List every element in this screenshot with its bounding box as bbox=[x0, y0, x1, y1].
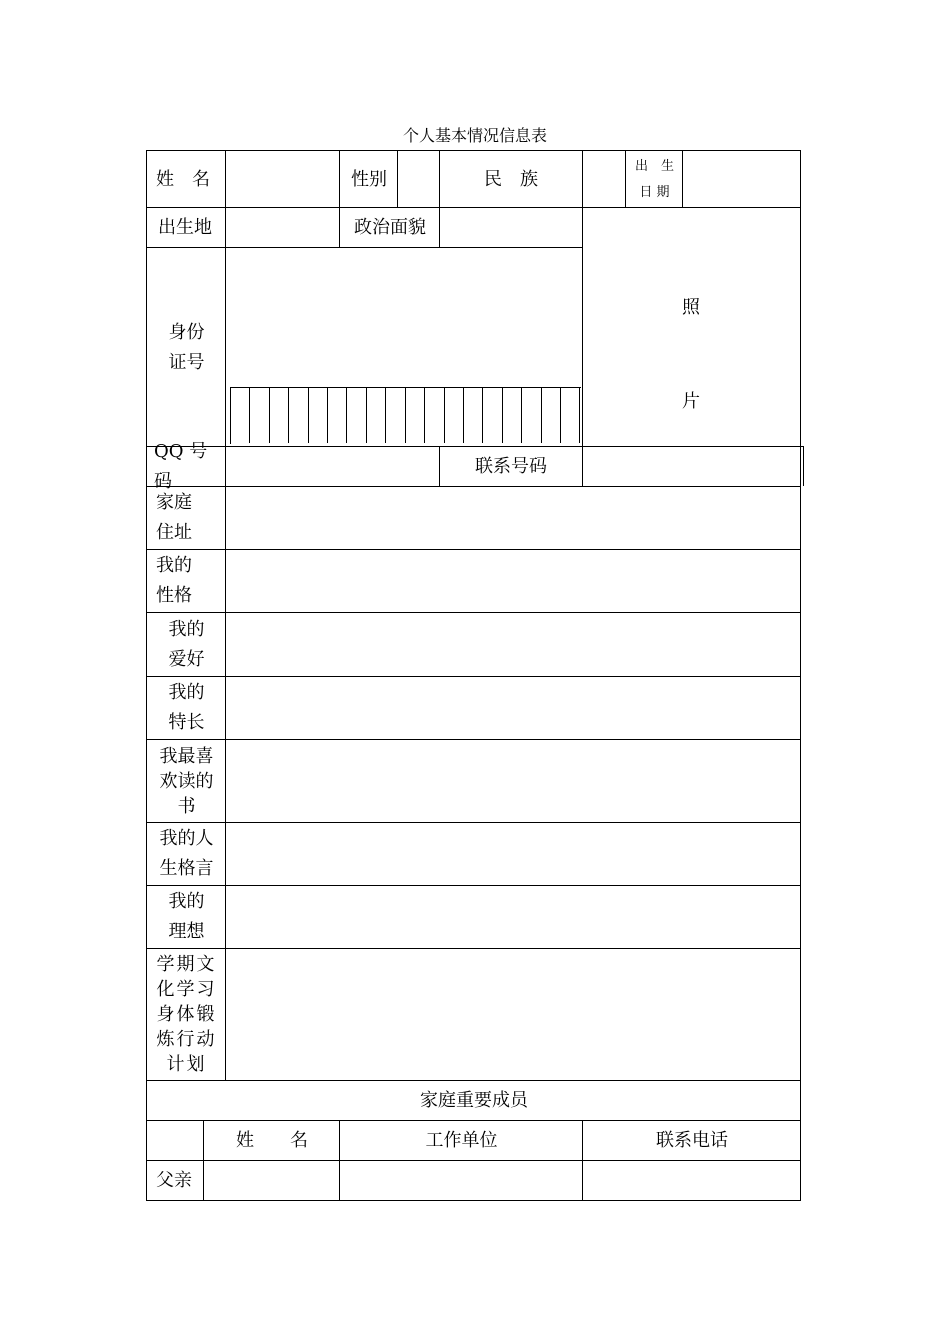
photo-area[interactable] bbox=[584, 209, 800, 446]
id-digit-box[interactable] bbox=[445, 388, 464, 443]
photo-label-char1: 照 bbox=[682, 297, 700, 318]
family-phone-header: 联系电话 bbox=[656, 1129, 728, 1151]
contact-number-field[interactable] bbox=[584, 448, 800, 486]
id-digit-box[interactable] bbox=[483, 388, 502, 443]
life-motto-label: 我的人 生格言 bbox=[159, 828, 214, 879]
id-digit-box[interactable] bbox=[270, 388, 289, 443]
political-status-label: 政治面貌 bbox=[354, 217, 426, 238]
hobbies-label: 我的 爱好 bbox=[168, 618, 205, 670]
id-digit-box[interactable] bbox=[561, 388, 580, 443]
personality-label: 我的 性格 bbox=[156, 555, 192, 606]
birth-date-field[interactable] bbox=[684, 152, 800, 207]
id-digit-grid[interactable] bbox=[230, 387, 581, 444]
id-digit-box[interactable] bbox=[328, 388, 347, 443]
id-digit-box[interactable] bbox=[250, 388, 269, 443]
id-digit-box[interactable] bbox=[406, 388, 425, 443]
birthplace-label: 出生地 bbox=[158, 217, 212, 238]
political-status-field[interactable] bbox=[441, 209, 581, 247]
id-digit-box[interactable] bbox=[464, 388, 483, 443]
personality-field[interactable] bbox=[227, 550, 800, 612]
father-name-field[interactable] bbox=[205, 1161, 339, 1200]
specialty-field[interactable] bbox=[227, 677, 800, 739]
semester-plan-field[interactable] bbox=[227, 949, 800, 1080]
family-corner-cell bbox=[148, 1121, 203, 1160]
qq-field[interactable] bbox=[227, 448, 438, 486]
id-number-label: 身份 证号 bbox=[168, 321, 205, 373]
father-label: 父亲 bbox=[156, 1169, 192, 1191]
hobbies-field[interactable] bbox=[227, 613, 800, 676]
id-digit-box[interactable] bbox=[289, 388, 308, 443]
page-title: 个人基本情况信息表 bbox=[402, 126, 547, 145]
ideal-label: 我的 理想 bbox=[168, 891, 205, 942]
id-digit-box[interactable] bbox=[503, 388, 522, 443]
ideal-field[interactable] bbox=[227, 886, 800, 948]
ethnicity-field[interactable] bbox=[584, 152, 625, 207]
father-work-field[interactable] bbox=[341, 1161, 582, 1200]
gender-field[interactable] bbox=[399, 152, 439, 207]
family-members-heading: 家庭重要成员 bbox=[420, 1089, 528, 1111]
id-digit-box[interactable] bbox=[231, 388, 250, 443]
id-digit-box[interactable] bbox=[522, 388, 541, 443]
name-field[interactable] bbox=[227, 152, 338, 207]
contact-number-label: 联系号码 bbox=[475, 456, 547, 477]
favorite-book-field[interactable] bbox=[227, 740, 800, 822]
id-digit-box[interactable] bbox=[386, 388, 405, 443]
specialty-label: 我的 特长 bbox=[168, 682, 205, 733]
id-number-field[interactable] bbox=[227, 249, 581, 385]
id-digit-box[interactable] bbox=[367, 388, 386, 443]
life-motto-field[interactable] bbox=[227, 823, 800, 885]
gender-label: 性别 bbox=[351, 168, 387, 190]
home-address-field[interactable] bbox=[227, 487, 800, 549]
home-address-label: 家庭 住址 bbox=[156, 492, 192, 543]
qq-label: QQ 号码 bbox=[154, 441, 208, 492]
family-work-header: 工作单位 bbox=[425, 1129, 498, 1151]
father-phone-field[interactable] bbox=[584, 1161, 800, 1200]
id-digit-box[interactable] bbox=[542, 388, 561, 443]
birthplace-field[interactable] bbox=[227, 209, 338, 247]
ethnicity-label: 民 族 bbox=[484, 168, 538, 190]
family-name-header: 姓 名 bbox=[236, 1129, 308, 1151]
favorite-book-label: 我最喜 欢读的 书 bbox=[159, 745, 214, 817]
id-digit-box[interactable] bbox=[348, 388, 367, 443]
semester-plan-label: 学期文 化学习 身体锻 炼行动 计划 bbox=[156, 954, 217, 1075]
birth-date-label: 出 生 日 期 bbox=[634, 158, 674, 200]
id-digit-box[interactable] bbox=[309, 388, 328, 443]
name-label: 姓 名 bbox=[156, 168, 210, 190]
id-digit-box[interactable] bbox=[425, 388, 444, 443]
photo-label-char2: 片 bbox=[682, 391, 700, 412]
